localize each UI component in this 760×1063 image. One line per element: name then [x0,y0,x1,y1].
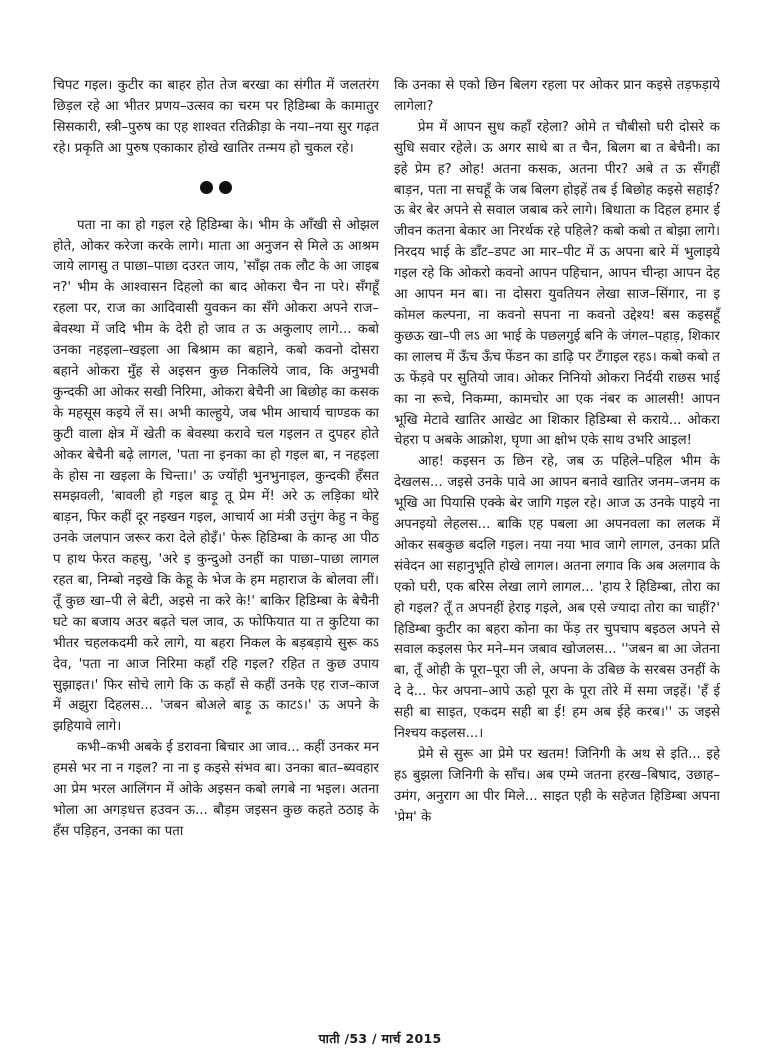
paragraph: पता ना का हो गइल रहे हिडिम्बा के। भीम के आँखी से ओझल होते, ओकर करेजा करके लागे। माता आ अनुजन से मिले ऊ आश्रम जाये लागसु त पाछा–पाछा दउरत जाय, 'साँझ तक लौट के आ जाइब न?' भीम के आश्वासन दिहलो का बाद ओकरा चैन ना परे। सँगहूँ रहला पर, राज का आदिवासी युवकन का सँगे ओकरा अपने राज–बेवस्था में जदि भीम के देरी हो जाव त ऊ अकुलाए लागे... कबो उनका नहइला–खइला आ बिश्राम का बहाने, कबो कवनो दोसरा बहाने ओकरा मुँह से अइसन कुछ निकलिये जाव, कि अनुभवी कुन्दकी आ ओकर सखी निरिमा, ओकरा बेचैनी आ बिछोह का कसक के महसूस कइये लें स। अभी काल्हुये, जब भीम आचार्य चाण्डक का कुटी वाला क्षेत्र में खेती क बेवस्था करावे चल गइलन त दुपहर होते ओकर बेचैनी बढ़े लागल, 'पता ना इनका का हो गइल बा, न नहइला के होस ना खइला के चिन्ता।' ऊ ज्योंही भुनभुनाइल, कुन्दकी हँसत समझवली, 'बावली हो गइल बाड़ू तू प्रेम में! अरे ऊ लड़िका थोरे बाड़न, फिर कहीं दूर नइखन गइल, आचार्य आ मंत्री उत्तुंग केहु न केहु उनके जलपान जरूर करा देले होइँ।' फेरू हिडिम्बा के कान्ह आ पीठ प हाथ फेरत कहसु, 'अरे इ कुन्दुओ उनहीं का पाछा–पाछा लागल रहत बा, निम्बो नइखे कि केहू के भेज के हम महाराज के बोलवा लीं। तूँ कुछ खा–पी ले बेटी, अइसे ना करे के!' बाकिर हिडिम्बा के बेचैनी घटे का बजाय अउर बढ़ते चल जाव, ऊ फोफियात या त कुटिया का भीतर चहलकदमी करे लागे, या बहरा निकल के बड़बड़ाये सुरू कऽ देव, 'पता ना आज निरिमा कहाँ रहि गइल? रहित त कुछ उपाय सुझाइत।' फिर सोचे लागे कि ऊ कहाँ से कहीं उनके एह राज–काज में अझुरा दिहलस... 'जबन बोअले बाड़ू ऊ काटऽ।' ऊ अपने के झहियावे लागे। [53,217,379,735]
paragraph: कभी–कभी अबके ई डरावना बिचार आ जाव... कहीं उनकर मन हमसे भर ना न गइल? ना ना इ कइसे संभव बा। उनका बात–ब्यवहार आ प्रेम भरल आलिंगन में ओके अइसन कबो लगबे ना भइल। अतना भोला आ अगड़धत्त हउवन ऊ... बौड़म जइसन कुछ कहते ठठाइ के हँस पड़िहन, उनका का पता [53,740,379,839]
bullet-dot-icon [200,181,213,194]
paragraph: कि उनका से एको छिन बिलग रहला पर ओकर प्रान कइसे तड़फड़ाये लागेला? [394,78,720,114]
paragraph: आह! कइसन ऊ छिन रहे, जब ऊ पहिले–पहिल भीम के देखलस... जइसे उनके पावे आ आपन बनावे खातिर जनम–जनम क भूखि आ पियासि एक्के बेर जागि गइल रहे। आज ऊ उनके पाइये ना अपनइयो लेहलस... बाकि एह पबला आ अपनवला का ललक में ओकर सबकुछ बदलि गइल। नया नया भाव जागे लागल, उनका प्रति संवेदन आ सहानुभूति होखे लागल। अतना लगाव कि अब अलगाव के एको घरी, एक बरिस लेखा लागे लागल... 'हाय रे हिडिम्बा, तोरा का हो गइल? तूँ त अपनहीं हेराइ गइले, अब एसे ज्यादा तोरा का चाहीं?' हिडिम्बा कुटीर का बहरा कोना का फेंड़ तर चुपचाप बइठल अपने से सवाल कइलस फेर मने–मन जबाव खोजलस... ''जबन बा आ जेतना बा, तूँ ओही के पूरा–पूरा जी ले, अपना के उबिछ के सरबस उनहीं के दे दे... फेर अपना–आपे ऊहो पूरा के पूरा तोरे में समा जइहें। 'हँ ई सही बा साइत, एकदम सही बा ई! हम अब ईहे करब।'' ऊ जइसे निश्चय कइलस...। [394,454,720,742]
paragraph: चिपट गइल। कुटीर का बाहर होत तेज बरखा का संगीत में जलतरंग छिड़ल रहे आ भीतर प्रणय–उत्सव का चरम पर हिडिम्बा के कामातुर सिसकारी, स्त्री–पुरुष का एह शाश्वत रतिक्रीड़ा के नया–नया सुर गढ़त रहे। प्रकृति आ पुरुष एकाकार होखे खातिर तन्मय हो चुकल रहे। [53,78,379,156]
paragraph: प्रेमे से सुरू आ प्रेमे पर खतम! जिनिगी के अथ से इति... इहे हऽ बुझला जिनिगी के साँच। अब एम्मे जतना हरख–बिषाद, उछाह–उमंग, अनुराग आ पीर मिले... साइत एही के सहेजत हिडिम्बा अपना 'प्रेम' के [394,747,720,825]
bullet-dot-icon [219,181,232,194]
right-column [394,76,720,829]
paragraph: प्रेम में आपन सुध कहाँ रहेला? ओमे त चौबीसो घरी दोसरे क सुधि सवार रहेले। ऊ अगर साथे बा त चैन, बिलग बा त बेचैनी। का इहे प्रेम ह? ओह! अतना कसक, अतना पीर? अबे त ऊ सँगहीं बाड़न, पता ना सचहूँ के जब बिलग होइहें तब ई बिछोह कइसे सहाई? ऊ बेर बेर अपने से सवाल जबाब करे लागे। बिधाता क दिहल हमार ई जीवन कतना बेकार आ निरर्थक रहे पहिले? कबो कबो त बोझा लागे। निरदय भाई के डाँट–डपट आ मार–पीट में ऊ अपना बारे में भुलाइये गइल रहे कि ओकरो कवनो आपन पहिचान, आपन चीन्हा आपन देह आ आपन मन बा। ना दोसरा युवतियन लेखा साज–सिंगार, ना इ कोमल कल्पना, ना कवनो सपना ना कवनो उद्देश्य! बस कइसहूँ कुछऊ खा–पी लऽ आ भाई के पछलगुई बनि के जंगल–पहाड़, शिकार का लालच में ऊँच ऊँच फेंडन का डाढ़ि पर टँगाइल रहऽ। कबो कबो त ऊ फेंड़वे पर सुतियो जाव। ओकर निनियो ओकरा निर्दयी राछस भाई का ना रूचे, निकम्मा, कामचोर आ एक नंबर क आलसी! आपन भूखि मेटावे खातिर आखेट आ शिकार हिडिम्बा से कराये... ओकरा चेहरा प अबके आक्रोश, घृणा आ क्षोभ एके साथ उभरि आइल! [394,119,720,449]
page-footer-folio: पाती /53 / मार्च 2015 [318,1031,442,1046]
section-divider [53,160,379,216]
left-column [53,76,379,843]
